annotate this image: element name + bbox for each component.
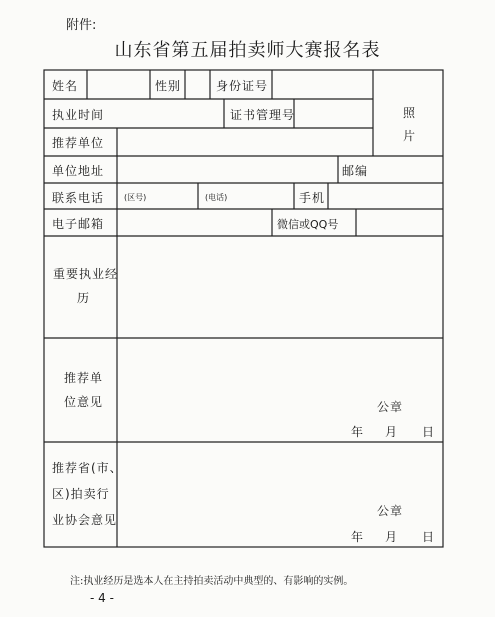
experience-label-1: 重要执业经 [53, 267, 119, 281]
unit-address-field[interactable] [118, 157, 337, 182]
gender-field[interactable] [186, 71, 209, 98]
experience-label-2: 历 [77, 291, 91, 305]
assoc-year-label: 年 [351, 530, 365, 544]
mobile-field[interactable] [329, 184, 442, 208]
name-label: 姓名 [52, 79, 79, 93]
wechat-qq-label: 微信或QQ号 [277, 218, 339, 231]
unit-address-label: 单位地址 [52, 164, 105, 178]
postcode-field[interactable] [374, 157, 442, 182]
wechat-qq-field[interactable] [357, 210, 442, 235]
unit-day-label: 日 [422, 425, 436, 439]
unit-opinion-label-1: 推荐单 [64, 371, 104, 385]
name-field[interactable] [88, 71, 149, 98]
assoc-opinion-label-3: 业协会意见 [52, 513, 118, 527]
page-number: - 4 - [90, 591, 114, 605]
unit-month-label: 月 [385, 425, 399, 439]
annex-label: 附件: [66, 18, 97, 33]
footnote: 注:执业经历是选本人在主持拍卖活动中典型的、有影响的实例。 [70, 576, 354, 587]
recommend-unit-label: 推荐单位 [52, 136, 105, 150]
area-code-label: (区号) [124, 193, 147, 202]
practice-time-field[interactable] [118, 100, 223, 127]
phone-label: (电话) [205, 193, 228, 202]
practice-time-label: 执业时间 [52, 108, 105, 122]
certificate-label: 证书管理号 [230, 108, 296, 122]
photo-label-2: 片 [403, 129, 417, 143]
photo-label-1: 照 [403, 106, 417, 120]
email-label: 电子邮箱 [52, 217, 105, 231]
unit-opinion-label-2: 位意见 [64, 395, 104, 409]
assoc-seal-label: 公章 [377, 504, 404, 518]
assoc-opinion-label-2: 区)拍卖行 [52, 487, 110, 501]
phone-field[interactable] [199, 184, 293, 208]
unit-seal-label: 公章 [377, 400, 404, 414]
experience-field[interactable] [118, 237, 442, 337]
area-code-field[interactable] [118, 184, 197, 208]
assoc-day-label: 日 [422, 530, 436, 544]
id-number-label: 身份证号 [216, 79, 269, 93]
email-field[interactable] [118, 210, 271, 235]
certificate-field[interactable] [295, 100, 372, 127]
recommend-unit-field[interactable] [118, 129, 372, 155]
assoc-opinion-label-1: 推荐省(市、 [52, 461, 123, 475]
mobile-label: 手机 [299, 191, 326, 205]
postcode-label: 邮编 [342, 164, 369, 178]
form-title: 山东省第五届拍卖师大赛报名表 [114, 40, 381, 61]
contact-phone-label: 联系电话 [52, 191, 105, 205]
assoc-month-label: 月 [385, 530, 399, 544]
id-number-field[interactable] [273, 71, 372, 98]
gender-label: 性别 [155, 79, 182, 93]
unit-year-label: 年 [351, 425, 365, 439]
